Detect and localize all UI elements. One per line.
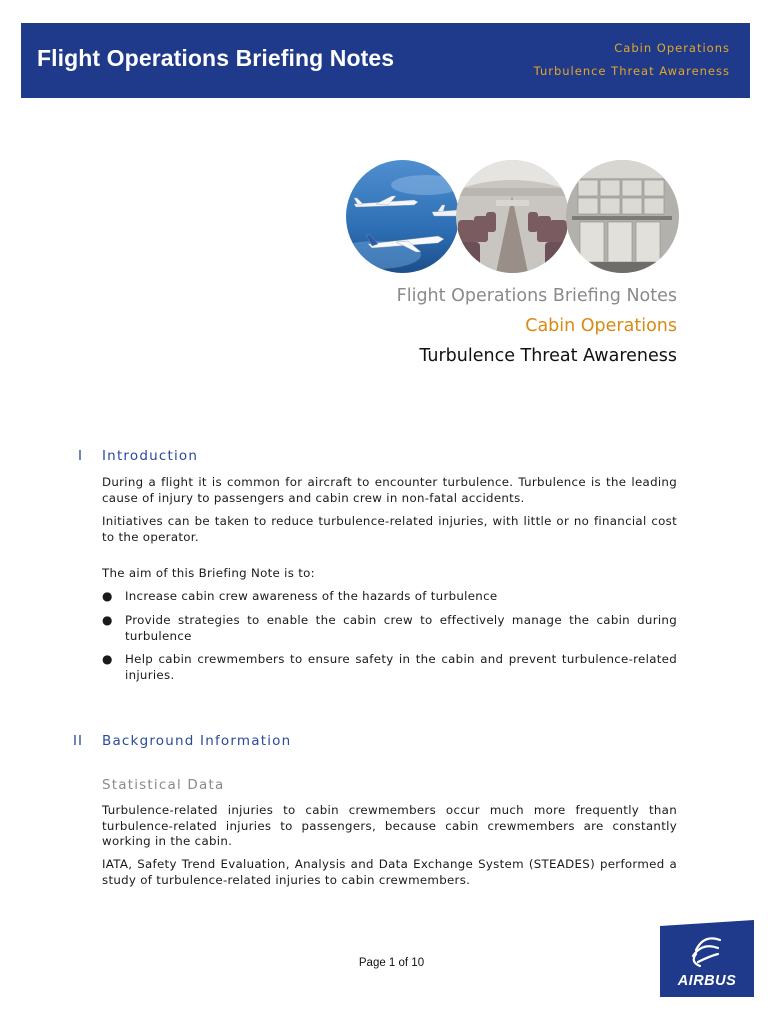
intro-paragraph-1: During a flight it is common for aircraft to encounter turbulence. Turbulence is the leading cause of injury to passengers and cabin crew in non-fatal accidents. <box>102 475 677 505</box>
header-title: Flight Operations Briefing Notes <box>37 45 395 71</box>
airbus-wordmark: AIRBUS <box>677 973 737 989</box>
bullet-icon: ● <box>102 589 113 603</box>
background-paragraph-1: Turbulence-related injuries to cabin crewmembers occur much more frequently than turbulence-related injuries to passengers, because cabin crewmembers are constantly working in the cabin. <box>102 803 677 848</box>
cover-photos <box>346 160 681 274</box>
header-bar <box>21 23 750 98</box>
subheading-statistical-data: Statistical Data <box>102 777 225 793</box>
cabin-interior-photo <box>456 160 569 273</box>
intro-paragraph-3: The aim of this Briefing Note is to: <box>102 566 315 580</box>
section-title-background: Background Information <box>102 733 292 749</box>
doc-topic-title: Turbulence Threat Awareness <box>419 346 677 366</box>
list-item-text: Provide strategies to enable the cabin crew to effectively manage the cabin during turbulence <box>125 613 677 643</box>
section-number: II <box>73 733 83 749</box>
aircraft-formation-photo <box>346 160 459 273</box>
intro-paragraph-2: Initiatives can be taken to reduce turbulence-related injuries, with little or no financial cost to the operator. <box>102 514 677 544</box>
section-number: I <box>78 448 83 464</box>
airbus-logo <box>660 920 754 997</box>
page-number: Page 1 of 10 <box>358 957 425 969</box>
doc-category-title: Cabin Operations <box>525 316 677 336</box>
galley-photo <box>566 160 679 273</box>
header-category: Cabin Operations <box>614 41 730 55</box>
doc-series-title: Flight Operations Briefing Notes <box>396 286 677 306</box>
bullet-icon: ● <box>102 652 113 666</box>
bullet-icon: ● <box>102 613 113 627</box>
background-paragraph-2: IATA, Safety Trend Evaluation, Analysis and Data Exchange System (STEADES) performed a study of turbulence-related injuries to cabin crewmembers. <box>102 857 677 887</box>
header-topic: Turbulence Threat Awareness <box>533 64 730 78</box>
list-item-text: Help cabin crewmembers to ensure safety in the cabin and prevent turbulence-related injuries. <box>125 652 677 682</box>
list-item-text: Increase cabin crew awareness of the hazards of turbulence <box>125 589 498 603</box>
section-title-introduction: Introduction <box>102 448 199 464</box>
